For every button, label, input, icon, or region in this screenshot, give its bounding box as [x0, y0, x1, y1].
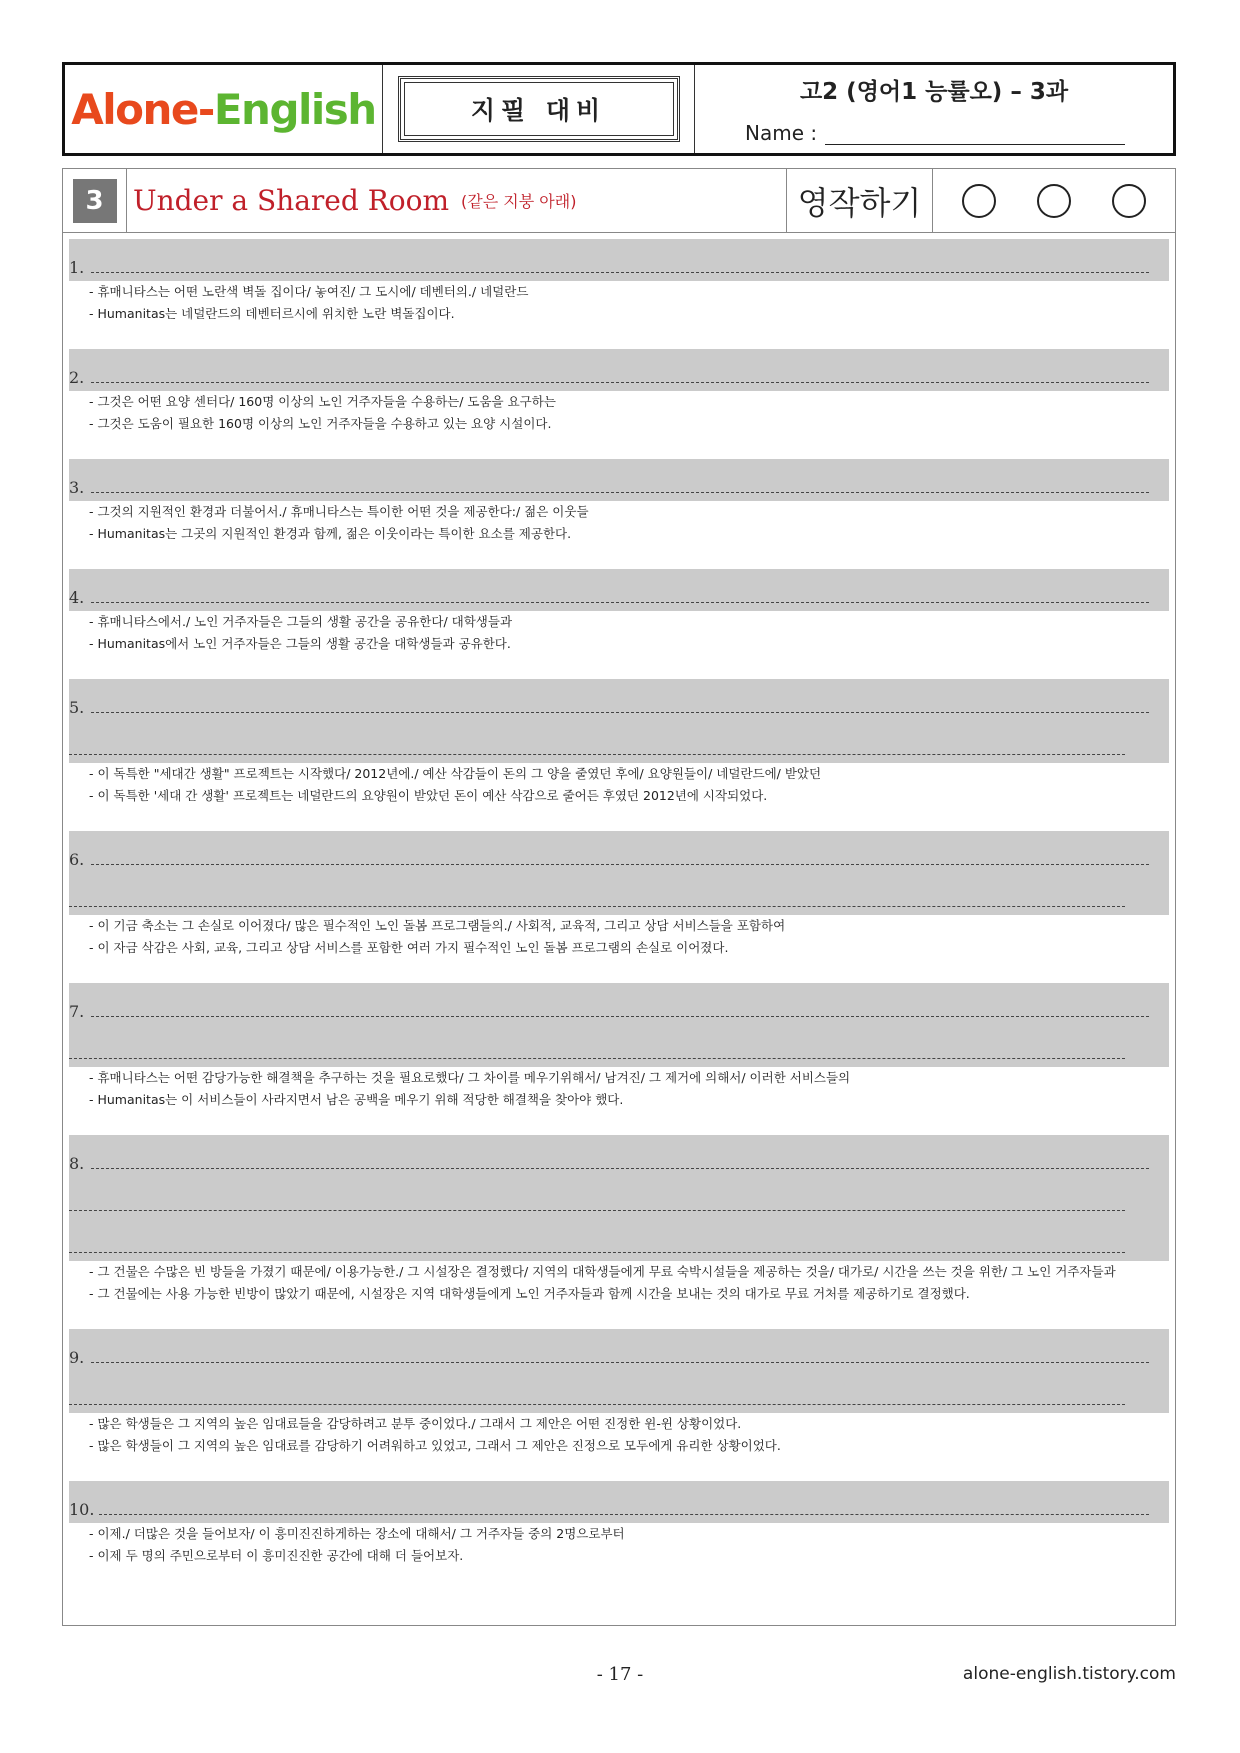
- answer-blank[interactable]: [91, 1168, 1149, 1169]
- chunk-hint: - 휴매니타스는 어떤 감당가능한 해결책을 추구하는 것을 필요로했다/ 그 차이를 메우기위해서/ 남겨진/ 그 제거에 의해서/ 이러한 서비스들의: [89, 1070, 851, 1085]
- translation-hint: - Humanitas는 이 서비스들이 사라지면서 남은 공백을 메우기 위해 적당한 해결책을 찾아야 했다.: [89, 1092, 624, 1107]
- check-circles: [933, 169, 1175, 232]
- name-label: Name :: [745, 121, 818, 145]
- brand-logo: Alone - English: [65, 65, 383, 153]
- answer-blank[interactable]: [69, 754, 1125, 755]
- question-number: 7.: [69, 1002, 85, 1021]
- name-blank[interactable]: [825, 125, 1125, 145]
- section-title-bar: [63, 169, 1175, 233]
- question-item: [69, 1329, 1169, 1457]
- question-number: 5.: [69, 698, 85, 717]
- answer-line[interactable]: [69, 679, 1169, 721]
- question-number: 2.: [69, 368, 85, 387]
- answer-line[interactable]: [69, 1329, 1169, 1371]
- answer-blank[interactable]: [69, 1404, 1125, 1405]
- question-item: [69, 1135, 1169, 1305]
- question-item: [69, 1481, 1169, 1567]
- section-title: Under a Shared Room: [133, 184, 450, 217]
- answer-area[interactable]: [69, 1481, 1169, 1523]
- chunk-hint: - 그 건물은 수많은 빈 방들을 가졌기 때문에/ 이용가능한./ 그 시설장은 결정했다/ 지역의 대학생들에게 무료 숙박시설들을 제공하는 것을/ 대가로/ 시간을 쓰는 것을 위한/ 그 노인 거주자들과: [89, 1264, 1116, 1279]
- translation-hint: - 이 자금 삭감은 사회, 교육, 그리고 상담 서비스를 포함한 여러 가지 필수적인 노인 돌봄 프로그램의 손실로 이어졌다.: [89, 940, 729, 955]
- translation-hint: - 많은 학생들이 그 지역의 높은 임대료를 감당하기 어려워하고 있었고, 그래서 그 제안은 진정으로 모두에게 유리한 상황이었다.: [89, 1438, 781, 1453]
- task-label: 영작하기: [787, 169, 933, 232]
- answer-line[interactable]: [69, 1177, 1169, 1219]
- answer-line[interactable]: [69, 983, 1169, 1025]
- section-number: 3: [73, 179, 117, 223]
- page-number: - 17 -: [596, 1664, 644, 1685]
- answer-line[interactable]: [69, 831, 1169, 873]
- check-circle[interactable]: [962, 184, 996, 218]
- translation-hint: - 그것은 도움이 필요한 160명 이상의 노인 거주자들을 수용하고 있는 요양 시설이다.: [89, 416, 552, 431]
- translation-hint: - 그 건물에는 사용 가능한 빈방이 많았기 때문에, 시설장은 지역 대학생들에게 노인 거주자들과 함께 시간을 보내는 것의 대가로 무료 거처를 제공하기로 결정했다.: [89, 1286, 970, 1301]
- exam-label: 지필 대비: [398, 76, 680, 142]
- question-item: [69, 349, 1169, 435]
- question-number: 9.: [69, 1348, 85, 1367]
- chunk-hint: - 이 독특한 "세대간 생활" 프로젝트는 시작했다/ 2012년에./ 예산 삭감들이 돈의 그 양을 줄였던 후에/ 요양원들이/ 네덜란드에/ 받았던: [89, 766, 822, 781]
- question-number: 1.: [69, 258, 85, 277]
- translation-hint: - Humanitas는 네덜란드의 데벤터르시에 위치한 노란 벽돌집이다.: [89, 306, 455, 321]
- question-number: 10.: [69, 1500, 95, 1519]
- answer-area[interactable]: [69, 983, 1169, 1067]
- answer-blank[interactable]: [91, 712, 1149, 713]
- answer-line[interactable]: [69, 239, 1169, 281]
- answer-line[interactable]: [69, 1219, 1169, 1261]
- worksheet-body: [62, 168, 1176, 1626]
- question-number: 8.: [69, 1154, 85, 1173]
- translation-hint: - Humanitas에서 노인 거주자들은 그들의 생활 공간을 대학생들과 공유한다.: [89, 636, 511, 651]
- answer-blank[interactable]: [91, 864, 1149, 865]
- answer-area[interactable]: [69, 569, 1169, 611]
- question-number: 4.: [69, 588, 85, 607]
- answer-area[interactable]: [69, 679, 1169, 763]
- question-item: [69, 983, 1169, 1111]
- answer-line[interactable]: [69, 1481, 1169, 1523]
- worksheet-header: [62, 62, 1176, 156]
- answer-blank[interactable]: [91, 272, 1149, 273]
- section-title-korean: (같은 지붕 아래): [461, 192, 577, 211]
- answer-area[interactable]: [69, 1329, 1169, 1413]
- name-field: [745, 121, 1125, 145]
- answer-blank[interactable]: [69, 1252, 1125, 1253]
- answer-blank[interactable]: [91, 382, 1149, 383]
- answer-line[interactable]: [69, 569, 1169, 611]
- answer-line[interactable]: [69, 1025, 1169, 1067]
- answer-area[interactable]: [69, 1135, 1169, 1261]
- answer-blank[interactable]: [91, 492, 1149, 493]
- chunk-hint: - 이 기금 축소는 그 손실로 이어졌다/ 많은 필수적인 노인 돌봄 프로그램들의./ 사회적, 교육적, 그리고 상담 서비스들을 포함하여: [89, 918, 786, 933]
- question-list: [69, 239, 1169, 1591]
- translation-hint: - 이제 두 명의 주민으로부터 이 흥미진진한 공간에 대해 더 들어보자.: [89, 1548, 464, 1563]
- answer-line[interactable]: [69, 721, 1169, 763]
- answer-line[interactable]: [69, 349, 1169, 391]
- question-item: [69, 831, 1169, 959]
- chunk-hint: - 그것의 지원적인 환경과 더불어서./ 휴매니타스는 특이한 어떤 것을 제공한다:/ 젊은 이웃들: [89, 504, 589, 519]
- translation-hint: - 이 독특한 '세대 간 생활' 프로젝트는 네덜란드의 요양원이 받았던 돈이 예산 삭감으로 줄어든 후였던 2012년에 시작되었다.: [89, 788, 768, 803]
- answer-line[interactable]: [69, 873, 1169, 915]
- question-number: 6.: [69, 850, 85, 869]
- chunk-hint: - 휴매니타스에서./ 노인 거주자들은 그들의 생활 공간을 공유한다/ 대학생들과: [89, 614, 513, 629]
- footer-url: alone-english.tistory.com: [962, 1664, 1176, 1684]
- answer-blank[interactable]: [69, 906, 1125, 907]
- answer-line[interactable]: [69, 459, 1169, 501]
- chunk-hint: - 이제./ 더많은 것을 들어보자/ 이 흥미진진하게하는 장소에 대해서/ 그 거주자들 중의 2명으로부터: [89, 1526, 625, 1541]
- chunk-hint: - 많은 학생들은 그 지역의 높은 임대료들을 감당하려고 분투 중이었다./ 그래서 그 제안은 어떤 진정한 윈-윈 상황이었다.: [89, 1416, 742, 1431]
- answer-line[interactable]: [69, 1135, 1169, 1177]
- check-circle[interactable]: [1037, 184, 1071, 218]
- answer-area[interactable]: [69, 239, 1169, 281]
- question-item: [69, 459, 1169, 545]
- answer-blank[interactable]: [69, 1058, 1125, 1059]
- answer-blank[interactable]: [99, 1514, 1149, 1515]
- answer-blank[interactable]: [91, 602, 1149, 603]
- chunk-hint: - 휴매니타스는 어떤 노란색 벽돌 집이다/ 놓여진/ 그 도시에/ 데벤터의./ 네덜란드: [89, 284, 529, 299]
- answer-blank[interactable]: [91, 1016, 1149, 1017]
- answer-area[interactable]: [69, 831, 1169, 915]
- check-circle[interactable]: [1112, 184, 1146, 218]
- chunk-hint: - 그것은 어떤 요양 센터다/ 160명 이상의 노인 거주자들을 수용하는/ 도움을 요구하는: [89, 394, 556, 409]
- question-item: [69, 679, 1169, 807]
- answer-blank[interactable]: [69, 1210, 1125, 1211]
- answer-blank[interactable]: [91, 1362, 1149, 1363]
- answer-area[interactable]: [69, 349, 1169, 391]
- answer-area[interactable]: [69, 459, 1169, 501]
- answer-line[interactable]: [69, 1371, 1169, 1413]
- question-item: [69, 239, 1169, 325]
- translation-hint: - Humanitas는 그곳의 지원적인 환경과 함께, 젊은 이웃이라는 특이한 요소를 제공한다.: [89, 526, 572, 541]
- question-number: 3.: [69, 478, 85, 497]
- course-title: 고2 (영어1 능률오) – 3과: [799, 79, 1069, 105]
- question-item: [69, 569, 1169, 655]
